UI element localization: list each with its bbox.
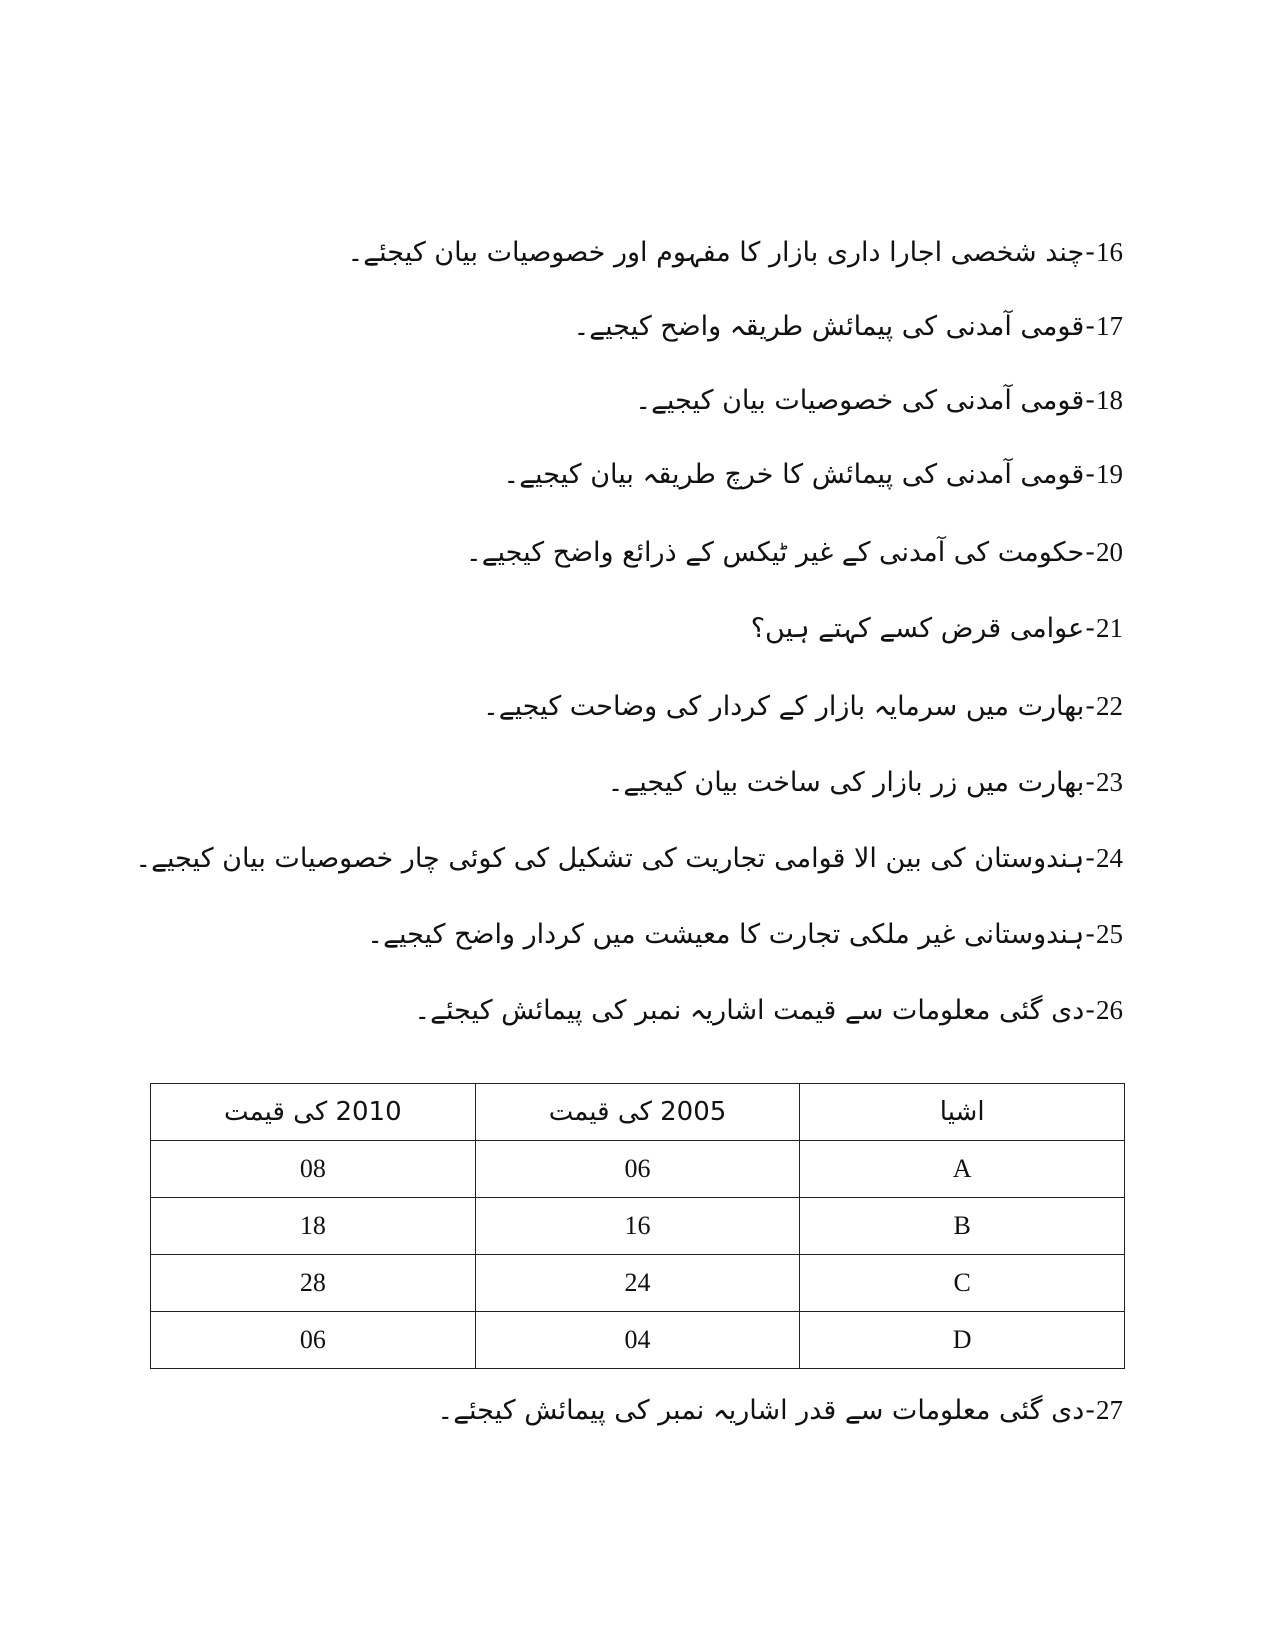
question-text: قومی آمدنی کی پیمائش کا خرچ طریقہ بیان کیجیے۔ xyxy=(503,459,1085,490)
question-number: 23 xyxy=(1096,767,1123,797)
table-cell: 04 xyxy=(475,1312,800,1369)
table-cell: 24 xyxy=(475,1255,800,1312)
question-25: 25-ہندوستانی غیر ملکی تجارت کا معیشت میں کردار واضح کیجیے۔ xyxy=(367,919,1123,950)
table-cell: 08 xyxy=(151,1141,476,1198)
question-17: 17-قومی آمدنی کی پیمائش طریقہ واضح کیجیے۔ xyxy=(573,311,1123,342)
question-number: 18 xyxy=(1096,385,1123,415)
table-header-cell: 2010 کی قیمت xyxy=(151,1084,476,1141)
question-27: 27-دی گئی معلومات سے قدر اشاریہ نمبر کی پیمائش کیجئے۔ xyxy=(437,1395,1123,1426)
question-number: 20 xyxy=(1096,537,1123,567)
question-text: دی گئی معلومات سے قیمت اشاریہ نمبر کی پیمائش کیجئے۔ xyxy=(414,995,1085,1026)
table-row xyxy=(151,1255,1125,1312)
table-cell: 06 xyxy=(475,1141,800,1198)
question-number: 24 xyxy=(1096,843,1123,873)
table-cell: D xyxy=(800,1312,1125,1369)
question-text: ہندوستانی غیر ملکی تجارت کا معیشت میں کردار واضح کیجیے۔ xyxy=(367,919,1085,950)
question-16: 16-چند شخصی اجارا داری بازار کا مفہوم اور خصوصیات بیان کیجئے۔ xyxy=(347,237,1123,268)
table-cell: C xyxy=(800,1255,1125,1312)
question-text: دی گئی معلومات سے قدر اشاریہ نمبر کی پیمائش کیجئے۔ xyxy=(437,1395,1085,1426)
question-20: 20-حکومت کی آمدنی کے غیر ٹیکس کے ذرائع واضح کیجیے۔ xyxy=(465,537,1123,568)
question-number: 22 xyxy=(1096,691,1123,721)
table-cell: 06 xyxy=(151,1312,476,1369)
question-number: 27 xyxy=(1096,1395,1123,1425)
table-header-cell: اشیا xyxy=(800,1084,1125,1141)
question-text: بھارت میں سرمایہ بازار کے کردار کی وضاحت کیجیے۔ xyxy=(482,691,1085,722)
price-table xyxy=(150,1083,1125,1369)
question-22: 22-بھارت میں سرمایہ بازار کے کردار کی وضاحت کیجیے۔ xyxy=(482,691,1123,722)
question-19: 19-قومی آمدنی کی پیمائش کا خرچ طریقہ بیان کیجیے۔ xyxy=(503,459,1123,490)
question-number: 16 xyxy=(1096,237,1123,267)
table-header-row xyxy=(151,1084,1125,1141)
question-number: 19 xyxy=(1096,459,1123,489)
question-number: 26 xyxy=(1096,995,1123,1025)
question-26: 26-دی گئی معلومات سے قیمت اشاریہ نمبر کی پیمائش کیجئے۔ xyxy=(414,995,1123,1026)
question-text: بھارت میں زر بازار کی ساخت بیان کیجیے۔ xyxy=(607,767,1085,798)
table-row xyxy=(151,1141,1125,1198)
table-row xyxy=(151,1198,1125,1255)
question-text: عوامی قرض کسے کہتے ہیں؟ xyxy=(750,613,1085,644)
question-18: 18-قومی آمدنی کی خصوصیات بیان کیجیے۔ xyxy=(635,385,1123,416)
table-row xyxy=(151,1312,1125,1369)
question-text: چند شخصی اجارا داری بازار کا مفہوم اور خصوصیات بیان کیجئے۔ xyxy=(347,237,1085,268)
table-cell: 16 xyxy=(475,1198,800,1255)
question-text: قومی آمدنی کی خصوصیات بیان کیجیے۔ xyxy=(635,385,1085,416)
question-number: 21 xyxy=(1096,613,1123,643)
question-text: قومی آمدنی کی پیمائش طریقہ واضح کیجیے۔ xyxy=(573,311,1085,342)
table-cell: B xyxy=(800,1198,1125,1255)
table-header-cell: 2005 کی قیمت xyxy=(475,1084,800,1141)
question-number: 25 xyxy=(1096,919,1123,949)
question-24: 24-ہندوستان کی بین الا قوامی تجاریت کی تشکیل کی کوئی چار خصوصیات بیان کیجیے۔ xyxy=(135,843,1123,874)
question-number: 17 xyxy=(1096,311,1123,341)
table-cell: A xyxy=(800,1141,1125,1198)
question-21: 21-عوامی قرض کسے کہتے ہیں؟ xyxy=(750,613,1123,644)
table-cell: 18 xyxy=(151,1198,476,1255)
question-text: حکومت کی آمدنی کے غیر ٹیکس کے ذرائع واضح کیجیے۔ xyxy=(465,537,1085,568)
table-cell: 28 xyxy=(151,1255,476,1312)
question-23: 23-بھارت میں زر بازار کی ساخت بیان کیجیے۔ xyxy=(607,767,1123,798)
question-text: ہندوستان کی بین الا قوامی تجاریت کی تشکیل کی کوئی چار خصوصیات بیان کیجیے۔ xyxy=(135,843,1085,874)
